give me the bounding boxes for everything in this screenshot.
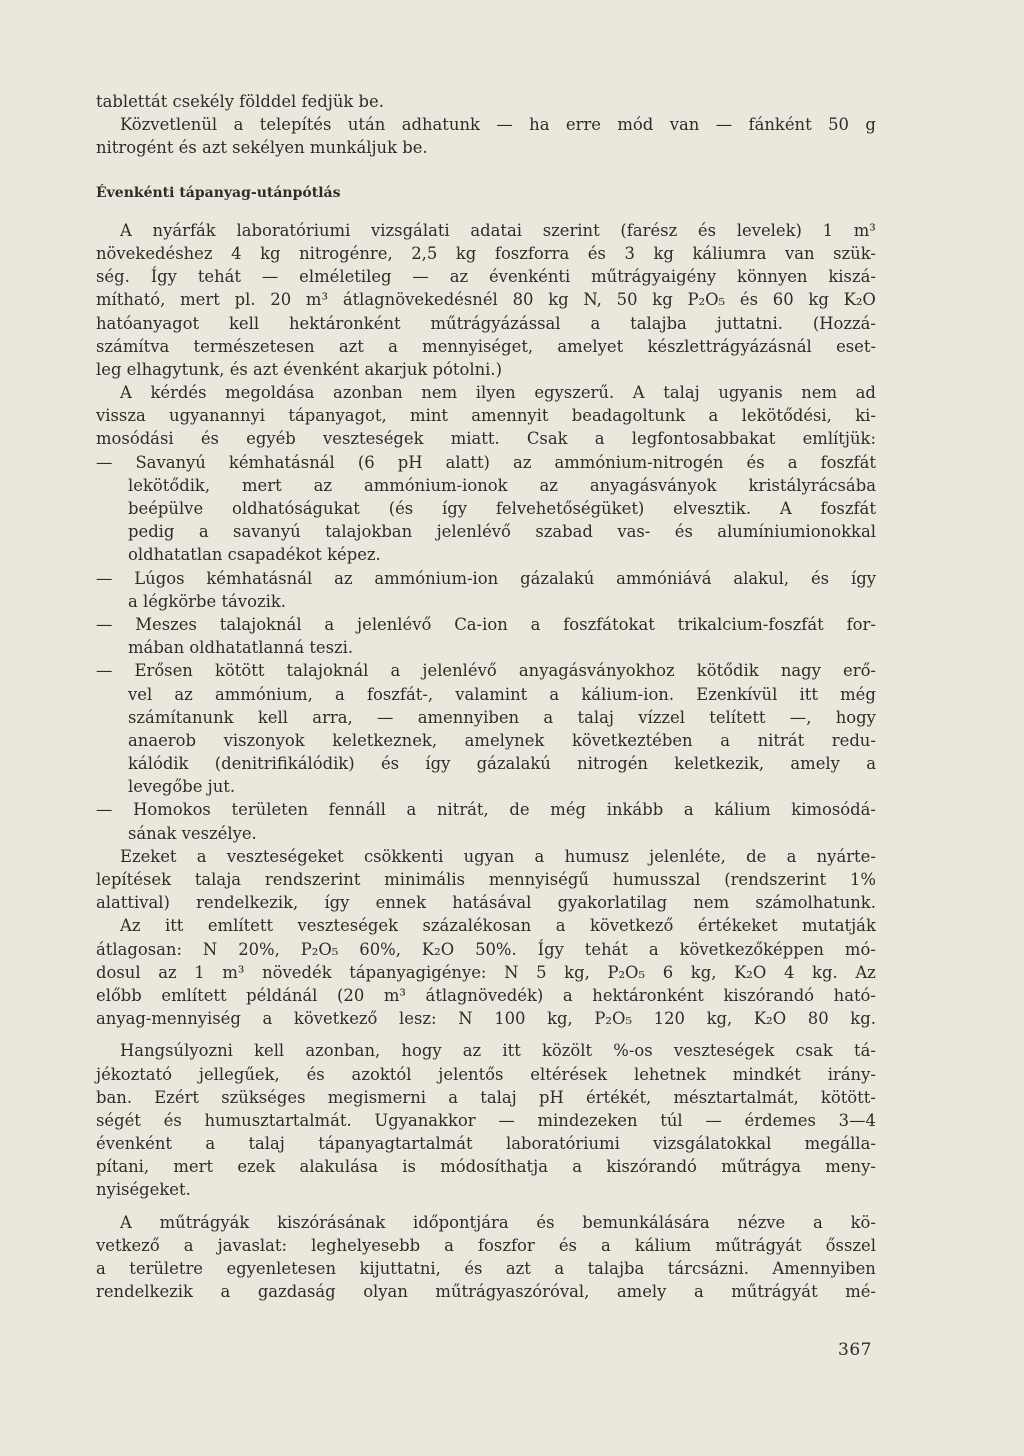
text-line: számítanunk kell arra, — amennyiben a talaj vízzel telített —, hogy bbox=[128, 707, 876, 727]
text-line: alattival) rendelkezik, így ennek hatásával gyakorlatilag nem számolhatunk. bbox=[96, 893, 876, 913]
text-line: Az itt említett veszteségek százalékosan a következő értékeket mutatják bbox=[120, 916, 876, 936]
text-line: leg elhagytunk, és azt évenként akarjuk pótolni.) bbox=[96, 359, 502, 379]
text-line: levegőbe jut. bbox=[128, 777, 236, 797]
text-line: kálódik (denitrifikálódik) és így gázalakú nitrogén keletkezik, amely a bbox=[128, 754, 876, 774]
text-line: anaerob viszonyok keletkeznek, amelynek következtében a nitrát redu- bbox=[128, 730, 876, 750]
text-column bbox=[96, 90, 876, 1303]
text-line: anyag-mennyiség a következő lesz: N 100 kg, P₂O₅ 120 kg, K₂O 80 kg. bbox=[96, 1009, 876, 1029]
section-heading: Évenkénti tápanyag-utánpótlás bbox=[96, 184, 341, 201]
text-line: pedig a savanyú talajokban jelenlévő szabad vas- és alumíniumionokkal bbox=[128, 522, 876, 542]
text-line: a légkörbe távozik. bbox=[128, 591, 286, 611]
text-line: Ezeket a veszteségeket csökkenti ugyan a humusz jelenléte, de a nyárte- bbox=[120, 846, 876, 866]
text-line: lepítések talaja rendszerint minimális mennyiségű humusszal (rendszerint 1% bbox=[96, 870, 876, 889]
text-line: sának veszélye. bbox=[128, 823, 257, 843]
text-line: — Savanyú kémhatásnál (6 pH alatt) az ammónium-nitrogén és a foszfát bbox=[96, 452, 876, 472]
text-line: számítva természetesen azt a mennyiséget, amelyet készlettrágyázásnál eset- bbox=[96, 336, 876, 356]
page-number: 367 bbox=[838, 1340, 872, 1360]
text-line: hatóanyagot kell hektáronként műtrágyázással a talajba juttatni. (Hozzá- bbox=[96, 313, 876, 333]
paragraph-gap bbox=[96, 1202, 876, 1211]
text-line: mában oldhatatlanná teszi. bbox=[128, 638, 354, 658]
text-line: — Homokos területen fennáll a nitrát, de még inkább a kálium kimosódá- bbox=[96, 800, 876, 820]
text-line: ségét és humusztartalmát. Ugyanakkor — mindezeken túl — érdemes 3—4 bbox=[96, 1110, 876, 1130]
text-line: A műtrágyák kiszórásának időpontjára és bemunkálására nézve a kö- bbox=[120, 1212, 876, 1232]
text-line: rendelkezik a gazdaság olyan műtrágyaszóróval, amely a műtrágyát mé- bbox=[96, 1282, 876, 1302]
text-line: vissza ugyanannyi tápanyagot, mint amennyit beadagoltunk a lekötődési, ki- bbox=[96, 406, 876, 426]
text-line: átlagosan: N 20%, P₂O₅ 60%, K₂O 50%. Így tehát a következőképpen mó- bbox=[96, 939, 876, 959]
text-line: növekedéshez 4 kg nitrogénre, 2,5 kg foszforra és 3 kg káliumra van szük- bbox=[96, 243, 876, 263]
text-line: ség. Így tehát — elméletileg — az évenkénti műtrágyaigény könnyen kiszá- bbox=[96, 267, 876, 287]
text-line: előbb említett példánál (20 m³ átlagnövedék) a hektáronként kiszórandó ható- bbox=[96, 985, 876, 1005]
text-line: jékoztató jellegűek, és azoktól jelentős eltérések lehetnek mindkét irány- bbox=[96, 1064, 876, 1084]
text-line: lekötődik, mert az ammónium-ionok az anyagásványok kristályrácsába bbox=[128, 475, 876, 495]
text-line: tablettát csekély földdel fedjük be. bbox=[96, 92, 384, 111]
text-line: A kérdés megoldása azonban nem ilyen egyszerű. A talaj ugyanis nem ad bbox=[120, 383, 876, 403]
text-line: pítani, mert ezek alakulása is módosíthatja a kiszórandó műtrágya meny- bbox=[96, 1157, 876, 1177]
text-line: nitrogént és azt sekélyen munkáljuk be. bbox=[96, 138, 428, 158]
body-text bbox=[96, 219, 876, 1304]
text-line: ban. Ezért szükséges megismerni a talaj pH értékét, mésztartalmát, kötött- bbox=[96, 1087, 876, 1107]
text-line: vel az ammónium, a foszfát-, valamint a kálium-ion. Ezenkívül itt még bbox=[128, 684, 876, 704]
text-line: — Meszes talajoknál a jelenlévő Ca-ion a foszfátokat trikalcium-foszfát for- bbox=[96, 614, 876, 634]
text-line: mosódási és egyéb veszteségek miatt. Csak a legfontosabbakat említjük: bbox=[96, 429, 876, 449]
text-line: beépülve oldhatóságukat (és így felvehetőségüket) elvesztik. A foszfát bbox=[128, 499, 876, 518]
text-line: évenként a talaj tápanyagtartalmát laboratóriumi vizsgálatokkal megálla- bbox=[96, 1134, 876, 1154]
text-line: dosul az 1 m³ növedék tápanyagigénye: N 5 kg, P₂O₅ 6 kg, K₂O 4 kg. Az bbox=[96, 962, 876, 982]
text-line: A nyárfák laboratóriumi vizsgálati adatai szerint (farész és levelek) 1 m³ bbox=[120, 220, 876, 240]
text-line: — Erősen kötött talajoknál a jelenlévő anyagásványokhoz kötődik nagy erő- bbox=[96, 661, 876, 681]
text-line: vetkező a javaslat: leghelyesebb a foszfor és a kálium műtrágyát ősszel bbox=[96, 1235, 876, 1255]
text-line: — Lúgos kémhatásnál az ammónium-ion gázalakú ammóniává alakul, és így bbox=[96, 568, 876, 588]
text-line: a területre egyenletesen kijuttatni, és azt a talajba tárcsázni. Amennyiben bbox=[96, 1259, 876, 1278]
text-line: Hangsúlyozni kell azonban, hogy az itt közölt %-os veszteségek csak tá- bbox=[120, 1041, 876, 1061]
text-line: nyiségeket. bbox=[96, 1180, 191, 1200]
text-line: Közvetlenül a telepítés után adhatunk — ha erre mód van — fánként 50 g bbox=[120, 115, 876, 135]
text-line: oldhatatlan csapadékot képez. bbox=[128, 545, 381, 565]
paragraph-gap bbox=[96, 1030, 876, 1039]
text-line: mítható, mert pl. 20 m³ átlagnövekedésnél 80 kg N, 50 kg P₂O₅ és 60 kg K₂O bbox=[96, 290, 876, 310]
